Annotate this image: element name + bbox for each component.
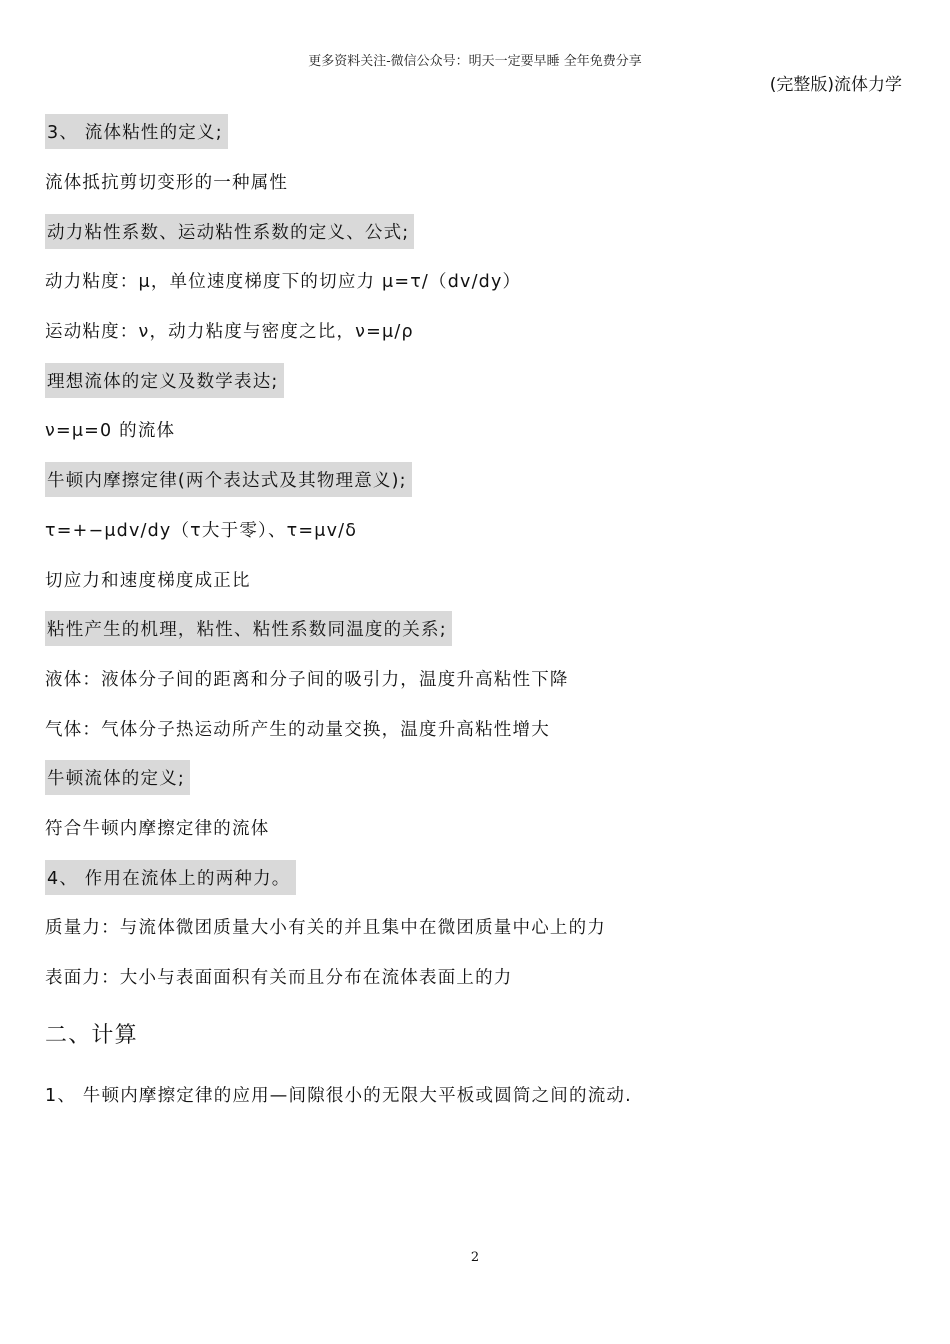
document-body [45,107,915,1119]
calc-item-text: 1、 牛顿内摩擦定律的应用—间隙很小的无限大平板或圆筒之间的流动. [45,1085,632,1106]
header-promo-text: 更多资料关注-微信公众号：明天一定要早睡 全年免费分享 [308,54,642,69]
highlighted-heading: 理想流体的定义及数学表达; [45,363,284,398]
highlighted-heading: 牛顿内摩擦定律(两个表达式及其物理意义); [45,462,412,497]
highlighted-heading: 牛顿流体的定义; [45,760,190,795]
highlighted-heading: 动力粘性系数、运动粘性系数的定义、公式; [45,214,414,249]
body-text: ν=μ=0 的流体 [45,421,176,442]
line [45,803,915,853]
body-text: 气体：气体分子热运动所产生的动量交换，温度升高粘性增大 [45,719,550,740]
page-number: 2 [470,1250,480,1265]
line [45,852,915,902]
calc-item [45,1069,915,1119]
body-text: 切应力和速度梯度成正比 [45,570,251,591]
line [45,206,915,256]
section-heading-text: 二、计算 [45,1022,138,1048]
section-heading [45,1003,915,1063]
line [45,505,915,555]
line [45,703,915,753]
line [45,455,915,505]
body-text: 质量力：与流体微团质量大小有关的并且集中在微团质量中心上的力 [45,918,606,939]
line [45,355,915,405]
highlighted-heading: 3、 流体粘性的定义; [45,114,228,149]
body-text: 流体抵抗剪切变形的一种属性 [45,173,289,194]
body-text: 运动粘度：ν，动力粘度与密度之比，ν=μ/ρ [45,322,414,343]
line [45,405,915,455]
line [45,554,915,604]
line [45,256,915,306]
body-text: τ=+−μdv/dy（τ大于零）、τ=μv/δ [45,520,358,541]
line [45,604,915,654]
body-text: 液体：液体分子间的距离和分子间的吸引力，温度升高粘性下降 [45,669,569,690]
line [45,157,915,207]
line [45,753,915,803]
body-text: 表面力：大小与表面面积有关而且分布在流体表面上的力 [45,968,513,989]
highlighted-heading: 粘性产生的机理，粘性、粘性系数同温度的关系; [45,611,452,646]
body-text: 动力粘度：μ，单位速度梯度下的切应力 μ=τ/（dv/dy） [45,272,522,293]
line [45,952,915,1002]
line [45,654,915,704]
line [45,107,915,157]
document-title: (完整版)流体力学 [769,75,902,95]
line [45,902,915,952]
line [45,306,915,356]
highlighted-heading: 4、 作用在流体上的两种力。 [45,860,296,895]
body-text: 符合牛顿内摩擦定律的流体 [45,818,270,839]
